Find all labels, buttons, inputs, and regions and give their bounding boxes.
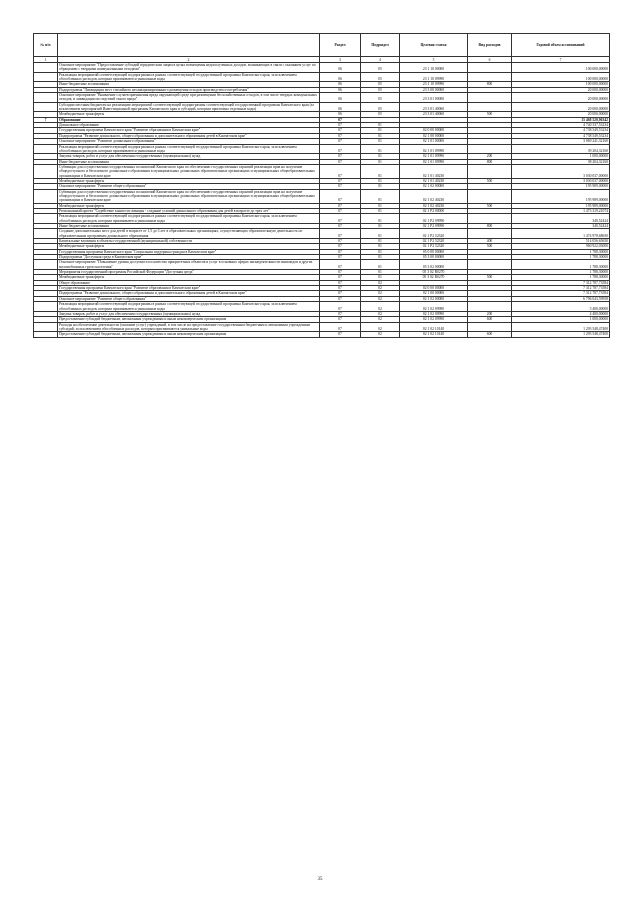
annual-amount: 5 400,00000 xyxy=(512,302,610,312)
annual-amount: 195 989,00000 xyxy=(512,184,610,189)
target-article-code: 23 1 10 00000 xyxy=(400,63,468,73)
expense-type-code: 400 xyxy=(468,239,512,244)
section-code: 07 xyxy=(320,203,361,208)
subsection-code: 01 xyxy=(361,133,400,138)
target-article-code: 02 1 P2 52320 xyxy=(400,229,468,239)
annual-amount: 3 030 037,00000 xyxy=(512,164,610,178)
subsection-code: 02 xyxy=(361,302,400,312)
section-code: 07 xyxy=(320,317,361,322)
row-number xyxy=(34,214,58,224)
table-row xyxy=(34,322,610,332)
section-code: 07 xyxy=(320,239,361,244)
annual-amount: 4 740 337,53234 xyxy=(512,123,610,128)
subsection-code: 01 xyxy=(361,239,400,244)
row-number xyxy=(34,93,58,103)
target-article-code: 02 1 02 40230 xyxy=(400,189,468,203)
section-code: 07 xyxy=(320,178,361,183)
section-code: 06 xyxy=(320,102,361,112)
expense-name: Дошкольное образование xyxy=(58,123,320,128)
subsection-code: 02 xyxy=(361,296,400,301)
annual-amount: 340,52424 xyxy=(512,224,610,229)
expense-type-code: 800 xyxy=(468,159,512,164)
column-number: 5 xyxy=(400,57,468,63)
column-number: 7 xyxy=(512,57,610,63)
expense-type-code: 500 xyxy=(468,178,512,183)
table-row xyxy=(34,164,610,178)
header-expense-type: Вид расходов xyxy=(468,34,512,57)
annual-amount: 7 312 787,73584 xyxy=(512,291,610,296)
row-number: 7 xyxy=(34,117,58,122)
row-number xyxy=(34,260,58,270)
subsection-code: 01 xyxy=(361,154,400,159)
subsection-code: 01 xyxy=(361,244,400,249)
expense-name: Основное мероприятие "Развитие общего образования" xyxy=(58,184,320,189)
budget-document-page xyxy=(33,33,609,338)
subsection-code: 05 xyxy=(361,82,400,87)
expense-type-code xyxy=(468,72,512,82)
subsection-code: 01 xyxy=(361,214,400,224)
expense-type-code: 500 xyxy=(468,112,512,117)
target-article-code: 02 1 02 10140 xyxy=(400,332,468,337)
section-code: 07 xyxy=(320,123,361,128)
annual-amount: 20 000,00000 xyxy=(512,87,610,92)
subsection-code: 01 xyxy=(361,270,400,275)
column-number: 4 xyxy=(361,57,400,63)
subsection-code: 01 xyxy=(361,189,400,203)
expense-name: Основное мероприятие "Предоставление субсидий юридическим лицам в целях возмещения недополученных доходов, возникающих в связи с оказанием услуг по обращению с твердыми коммунальными отходами" xyxy=(58,63,320,73)
target-article-code: 02 1 01 09990 xyxy=(400,144,468,154)
table-row xyxy=(34,63,610,73)
annual-amount: 1 000,00000 xyxy=(512,317,610,322)
section-code: 07 xyxy=(320,311,361,316)
header-section: Раздел xyxy=(320,34,361,57)
expense-name: Иные бюджетные ассигнования xyxy=(58,82,320,87)
section-code: 06 xyxy=(320,93,361,103)
subsection-code: 01 xyxy=(361,159,400,164)
target-article-code: 02 1 02 09990 xyxy=(400,317,468,322)
section-code: 07 xyxy=(320,128,361,133)
subsection-code: 02 xyxy=(361,311,400,316)
expense-name: Государственная программа Камчатского края "Социальная поддержка граждан в Камчатском крае" xyxy=(58,249,320,254)
annual-amount: 4 738 549,53234 xyxy=(512,133,610,138)
expense-name: Образование xyxy=(58,117,320,122)
expense-type-code xyxy=(468,229,512,239)
expense-name: Государственная программа Камчатского края "Развитие образования в Камчатском крае" xyxy=(58,286,320,291)
expense-name: Межбюджетные трансферты xyxy=(58,178,320,183)
header-annual-amount: Годовой объем ассигнований xyxy=(512,34,610,57)
target-article-code: 23 3 01 40060 xyxy=(400,112,468,117)
target-article-code: 02 1 P2 09990 xyxy=(400,224,468,229)
section-code: 07 xyxy=(320,255,361,260)
section-code: 07 xyxy=(320,159,361,164)
row-number xyxy=(34,322,58,332)
expense-type-code xyxy=(468,144,512,154)
expense-type-code xyxy=(468,189,512,203)
target-article-code: 02 1 01 40230 xyxy=(400,178,468,183)
table-body xyxy=(34,63,610,338)
section-code: 07 xyxy=(320,260,361,270)
subsection-code: 05 xyxy=(361,93,400,103)
subsection-code: 01 xyxy=(361,249,400,254)
annual-amount: 100 000,00000 xyxy=(512,63,610,73)
annual-amount: 20 000,00000 xyxy=(512,112,610,117)
subsection-code: 01 xyxy=(361,123,400,128)
target-article-code: 02 0 00 00000 xyxy=(400,128,468,133)
subsection-code: 01 xyxy=(361,224,400,229)
subsection-code: 02 xyxy=(361,332,400,337)
subsection-code: 05 xyxy=(361,63,400,73)
expense-name: Реализация мероприятий соответствующей подпрограммы в рамках соответствующей государственной программы Камчатского края, за исключением обособленных расходов, которым присваиваются уникальные коды xyxy=(58,144,320,154)
target-article-code: 05 3 00 00000 xyxy=(400,255,468,260)
expense-name: Основное мероприятие "Выявление случаев причинения вреда окружающей среде при размещении бесхозяйственных отходов, в том числе твердых коммунальных отходов, и ликвидация последствий такого вреда" xyxy=(58,93,320,103)
expense-type-code: 800 xyxy=(468,224,512,229)
target-article-code: 02 1 02 00000 xyxy=(400,184,468,189)
row-number xyxy=(34,189,58,203)
target-article-code: 02 1 02 00000 xyxy=(400,296,468,301)
section-code: 07 xyxy=(320,270,361,275)
expense-name: Иные бюджетные ассигнования xyxy=(58,159,320,164)
section-code: 06 xyxy=(320,63,361,73)
subsection-code: 01 xyxy=(361,144,400,154)
section-code: 06 xyxy=(320,87,361,92)
subsection-code: 02 xyxy=(361,317,400,322)
annual-amount: 195 989,00000 xyxy=(512,189,610,203)
section-code: 07 xyxy=(320,322,361,332)
subsection-code: 05 xyxy=(361,72,400,82)
annual-amount: 1 788,30000 xyxy=(512,255,610,260)
subsection-code: 01 xyxy=(361,139,400,144)
expense-name: Основное мероприятие "Повышение уровня доступности и качества приоритетных объектов и услуг в основных сферах жизнедеятельности инвалидов и других маломобильных групп населения" xyxy=(58,260,320,270)
target-article-code: 02 1 02 40230 xyxy=(400,203,468,208)
section-code: 07 xyxy=(320,296,361,301)
expense-type-code: 500 xyxy=(468,244,512,249)
section-code: 07 xyxy=(320,224,361,229)
subsection-code: 01 xyxy=(361,255,400,260)
expense-name: Основное мероприятие "Развитие общего образования" xyxy=(58,296,320,301)
budget-allocation-table xyxy=(33,33,610,338)
table-row xyxy=(34,260,610,270)
column-number: 1 xyxy=(34,57,58,63)
subsection-code: 05 xyxy=(361,102,400,112)
expense-type-code: 600 xyxy=(468,317,512,322)
annual-amount: 38 204,32160 xyxy=(512,159,610,164)
column-number: 3 xyxy=(320,57,361,63)
annual-amount: 7 312 787,73584 xyxy=(512,280,610,285)
expense-type-code: 500 xyxy=(468,203,512,208)
expense-name: Предоставление субсидий бюджетным, автономным учреждениям и иным некоммерческим организациям xyxy=(58,332,320,337)
expense-name: Закупка товаров, работ и услуг для обеспечения государственных (муниципальных) нужд xyxy=(58,154,320,159)
annual-amount: 7 312 787,73584 xyxy=(512,286,610,291)
target-article-code: 05 3 02 00000 xyxy=(400,260,468,270)
subsection-code: 01 xyxy=(361,260,400,270)
expense-name: Подпрограмма "Развитие дошкольного, общего образования и дополнительного образования детей в Камчатском крае" xyxy=(58,291,320,296)
target-article-code: 02 1 02 09990 xyxy=(400,311,468,316)
expense-type-code xyxy=(468,164,512,178)
expense-name: Капитальные вложения в объекты государственной (муниципальной) собственности xyxy=(58,239,320,244)
section-code: 07 xyxy=(320,302,361,312)
row-number xyxy=(34,302,58,312)
subsection-code: 05 xyxy=(361,87,400,92)
expense-type-code xyxy=(468,322,512,332)
subsection-code: 02 xyxy=(361,291,400,296)
annual-amount: 1 293 548,47400 xyxy=(512,322,610,332)
subsection-code: 01 xyxy=(361,208,400,213)
section-code: 07 xyxy=(320,291,361,296)
subsection-code: 02 xyxy=(361,286,400,291)
table-row xyxy=(34,302,610,312)
annual-amount: 3 030 037,00000 xyxy=(512,178,610,183)
expense-type-code: 600 xyxy=(468,332,512,337)
subsection-code: 01 xyxy=(361,275,400,280)
row-number xyxy=(34,229,58,239)
annual-amount: 20 000,00000 xyxy=(512,102,610,112)
expense-name: Межбюджетные трансферты xyxy=(58,275,320,280)
header-number: № п/п xyxy=(34,34,58,57)
subsection-code: 01 xyxy=(361,128,400,133)
section-code: 07 xyxy=(320,139,361,144)
annual-amount: 15 468 520,96342 xyxy=(512,117,610,122)
table-row xyxy=(34,189,610,203)
expense-name: Подпрограмма "Ликвидация мест стихийного несанкционированного размещения отходов производства и потребления" xyxy=(58,87,320,92)
annual-amount: 340,52424 xyxy=(512,214,610,224)
section-code: 07 xyxy=(320,275,361,280)
annual-amount: 1 000,00000 xyxy=(512,154,610,159)
expense-name: Мероприятия государственной программы Российской Федерации "Доступная среда" xyxy=(58,270,320,275)
target-article-code: 23 1 10 09990 xyxy=(400,72,468,82)
target-article-code: 02 1 P2 52320 xyxy=(400,244,468,249)
target-article-code: 23 3 00 00000 xyxy=(400,87,468,92)
annual-amount: 100 000,00000 xyxy=(512,82,610,87)
expense-name: Расходы на обеспечение деятельности (оказание услуг) учреждений, в том числе на предоставление государственным бюджетным и автономным учреждениям субсидий, за исключением обособленных расходов, которым присваиваются уникальные коды xyxy=(58,322,320,332)
annual-amount: 1 293 548,47400 xyxy=(512,332,610,337)
column-number: 6 xyxy=(468,57,512,63)
target-article-code: 02 1 00 00000 xyxy=(400,133,468,138)
table-row xyxy=(34,229,610,239)
column-number: 2 xyxy=(58,57,320,63)
section-code: 07 xyxy=(320,244,361,249)
expense-type-code xyxy=(468,63,512,73)
expense-type-code: 200 xyxy=(468,154,512,159)
table-row xyxy=(34,102,610,112)
section-code: 07 xyxy=(320,280,361,285)
target-article-code: 02 1 P2 09990 xyxy=(400,214,468,224)
expense-name: Реализация мероприятий соответствующей подпрограммы в рамках соответствующей государственной программы Камчатского края, за исключением обособленных расходов, которым присваиваются уникальные коды xyxy=(58,214,320,224)
expense-name: Основное мероприятие "Развитие дошкольного образования" xyxy=(58,139,320,144)
row-number xyxy=(34,63,58,73)
section-code: 07 xyxy=(320,286,361,291)
expense-name: Реализация мероприятий соответствующей подпрограммы в рамках соответствующей государственной программы Камчатского края, за исключением обособленных расходов, которым присваиваются уникальные коды xyxy=(58,72,320,82)
expense-name: Межбюджетные трансферты xyxy=(58,203,320,208)
annual-amount: 20 000,00000 xyxy=(512,93,610,103)
target-article-code: 05 0 00 00000 xyxy=(400,249,468,254)
section-code: 07 xyxy=(320,117,361,122)
annual-amount: 100 000,00000 xyxy=(512,72,610,82)
subsection-code: 01 xyxy=(361,178,400,183)
subsection-code: 01 xyxy=(361,184,400,189)
annual-amount: 6 796 043,59958 xyxy=(512,296,610,301)
expense-name: Закупка товаров, работ и услуг для обеспечения государственных (муниципальных) нужд xyxy=(58,311,320,316)
table-row xyxy=(34,332,610,337)
target-article-code: 02 1 01 40230 xyxy=(400,164,468,178)
annual-amount: 960 922,03000 xyxy=(512,244,610,249)
target-article-code: 02 1 01 00000 xyxy=(400,139,468,144)
expense-name: Межбюджетные трансферты xyxy=(58,244,320,249)
subsection-code: 01 xyxy=(361,203,400,208)
section-code: 07 xyxy=(320,154,361,159)
annual-amount: 1 788,30000 xyxy=(512,249,610,254)
annual-amount: 4 738 549,53234 xyxy=(512,128,610,133)
annual-amount: 3 069 241,32160 xyxy=(512,139,610,144)
subsection-code: 02 xyxy=(361,322,400,332)
target-article-code: 02 1 P2 52320 xyxy=(400,239,468,244)
expense-name: Подпрограмма "Доступная среда в Камчатском крае" xyxy=(58,255,320,260)
subsection-code: 05 xyxy=(361,112,400,117)
section-code: 07 xyxy=(320,332,361,337)
section-code: 06 xyxy=(320,82,361,87)
expense-type-code: 200 xyxy=(468,311,512,316)
section-code: 07 xyxy=(320,189,361,203)
annual-amount: 1 788,30000 xyxy=(512,260,610,270)
target-article-code: 02 1 02 10140 xyxy=(400,322,468,332)
target-article-code: 02 1 01 09990 xyxy=(400,159,468,164)
expense-name: Создание дополнительных мест для детей в возрасте от 1,5 до 3 лет в образовательных организациях, осуществляющих образовательную деятельность по образовательным программам дошкольного образования xyxy=(58,229,320,239)
expense-name: Реализация мероприятий соответствующей подпрограммы в рамках соответствующей государственной программы Камчатского края, за исключением обособленных расходов, которым присваиваются уникальные коды xyxy=(58,302,320,312)
expense-name: Общее образование xyxy=(58,280,320,285)
subsection-code: 01 xyxy=(361,164,400,178)
expense-name: Региональный проект "Содействие занятости женщин - создание условий дошкольного образования для детей в возрасте до трех лет" xyxy=(58,208,320,213)
expense-name: Субвенции для осуществления государственных полномочий Камчатского края по обеспечению государственных гарантий реализации прав на получение общедоступного и бесплатного дошкольного образования в муниципальных дошкольных образовательных организациях и муниципальных общеобразовательных организациях в Камчатском крае xyxy=(58,164,320,178)
expense-type-code xyxy=(468,93,512,103)
header-target-article: Целевая статья xyxy=(400,34,468,57)
annual-amount: 1 474 978,68650 xyxy=(512,229,610,239)
target-article-code: 23 1 10 09990 xyxy=(400,82,468,87)
annual-amount: 4 400,00000 xyxy=(512,311,610,316)
section-code: 07 xyxy=(320,133,361,138)
expense-name: Государственная программа Камчатского края "Развитие образования в Камчатском крае" xyxy=(58,128,320,133)
table-row xyxy=(34,144,610,154)
annual-amount: 195 989,00000 xyxy=(512,203,610,208)
row-number xyxy=(34,332,58,337)
annual-amount: 514 056,65650 xyxy=(512,239,610,244)
expense-name: Субсидии местным бюджетам на реализацию мероприятий соответствующей подпрограммы соответствующей государственной программы Камчатского края (за исключением мероприятий Инвестиционной программы Камчатского края и субсидий, которым присвоены отдельные коды) xyxy=(58,102,320,112)
section-code: 07 xyxy=(320,249,361,254)
target-article-code: 23 3 01 40060 xyxy=(400,102,468,112)
expense-type-code xyxy=(468,260,512,270)
expense-name: Межбюджетные трансферты xyxy=(58,112,320,117)
section-code: 07 xyxy=(320,214,361,224)
header-name xyxy=(58,34,320,57)
annual-amount: 1 473 319,21074 xyxy=(512,208,610,213)
section-code: 07 xyxy=(320,184,361,189)
header-subsection: Подраздел xyxy=(361,34,400,57)
target-article-code: 02 0 00 00000 xyxy=(400,286,468,291)
page-number: 35 xyxy=(317,877,323,882)
expense-type-code: 800 xyxy=(468,82,512,87)
subsection-code: 02 xyxy=(361,280,400,285)
row-number xyxy=(34,144,58,154)
subsection-code: 01 xyxy=(361,229,400,239)
section-code: 06 xyxy=(320,112,361,117)
expense-name: Иные бюджетные ассигнования xyxy=(58,224,320,229)
annual-amount: 1 788,30000 xyxy=(512,270,610,275)
target-article-code: 02 1 01 09990 xyxy=(400,154,468,159)
section-code: 07 xyxy=(320,229,361,239)
row-number xyxy=(34,102,58,112)
target-article-code: 02 1 02 09990 xyxy=(400,302,468,312)
section-code: 06 xyxy=(320,72,361,82)
expense-name: Субвенции для осуществления государственных полномочий Камчатского края по обеспечению государственных гарантий реализации прав на получение общедоступного и бесплатного дошкольного образования в муниципальных дошкольных образовательных организациях и муниципальных общеобразовательных организациях в Камчатском крае xyxy=(58,189,320,203)
expense-type-code: 500 xyxy=(468,275,512,280)
target-article-code: 02 1 00 00000 xyxy=(400,291,468,296)
table-row xyxy=(34,93,610,103)
target-article-code: 02 1 P2 00000 xyxy=(400,208,468,213)
row-number xyxy=(34,72,58,82)
expense-type-code xyxy=(468,102,512,112)
section-code: 07 xyxy=(320,208,361,213)
table-row xyxy=(34,214,610,224)
expense-type-code xyxy=(468,302,512,312)
section-code: 07 xyxy=(320,144,361,154)
expense-type-code xyxy=(468,214,512,224)
expense-name: Предоставление субсидий бюджетным, автономным учреждениям и иным некоммерческим организациям xyxy=(58,317,320,322)
target-article-code: 05 3 02 R0270 xyxy=(400,270,468,275)
table-header-row xyxy=(34,34,610,57)
section-code: 07 xyxy=(320,164,361,178)
expense-name: Подпрограмма "Развитие дошкольного, общего образования и дополнительного образования детей в Камчатском крае" xyxy=(58,133,320,138)
annual-amount: 1 788,30000 xyxy=(512,275,610,280)
table-row xyxy=(34,72,610,82)
target-article-code: 23 3 01 00000 xyxy=(400,93,468,103)
row-number xyxy=(34,164,58,178)
annual-amount: 39 204,32160 xyxy=(512,144,610,154)
target-article-code: 05 3 02 R0270 xyxy=(400,275,468,280)
